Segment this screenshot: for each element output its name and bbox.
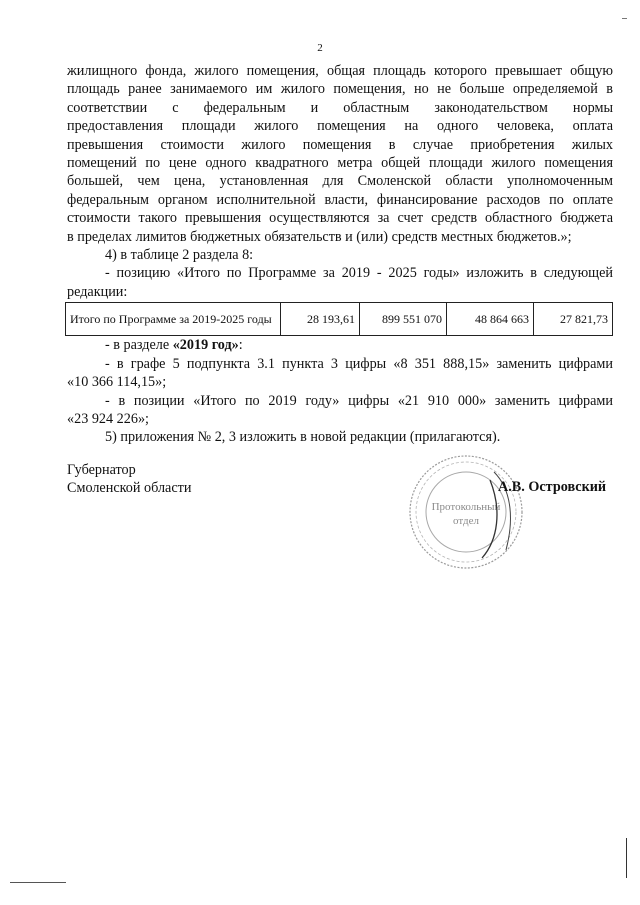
paragraph-line: стоимости такого превышения осуществляются за счет средств областного бюджета bbox=[67, 210, 613, 227]
paragraph-line: большей, чем цена, установленная для Смоленской области уполномоченным bbox=[67, 173, 613, 190]
paragraph-line: жилищного фонда, жилого помещения, общая площадь которого превышает общую bbox=[67, 63, 613, 79]
signature-title-line: Губернатор bbox=[67, 462, 136, 478]
stamp-text: отдел bbox=[453, 515, 479, 527]
item-total-line: - в позиции «Итого по 2019 году» цифры «21 910 000» заменить цифрами bbox=[105, 392, 613, 409]
section-prefix: - в разделе bbox=[105, 337, 173, 354]
section-line bbox=[67, 336, 613, 354]
paragraph-line: площадь ранее занимаемого им жилого помещения, но не больше определяемой в bbox=[67, 81, 613, 98]
position-line: редакции: bbox=[67, 283, 128, 300]
scan-edge-mark bbox=[626, 838, 627, 878]
totals-table bbox=[65, 302, 613, 336]
table-cell: 27 821,73 bbox=[534, 303, 613, 336]
official-stamp bbox=[402, 450, 542, 580]
paragraph-line: соответствии с федеральным и областным законодательством нормы bbox=[67, 99, 613, 116]
signature-title bbox=[67, 461, 191, 498]
document-body bbox=[67, 62, 613, 447]
table-row bbox=[66, 303, 613, 336]
position-line: - позицию «Итого по Программе за 2019 - 2025 годы» изложить в следующей bbox=[105, 265, 613, 282]
paragraph-line: федеральным органом исполнительной власти, финансирование расходов по оплате bbox=[67, 191, 613, 208]
item-4: 4) в таблице 2 раздела 8: bbox=[105, 247, 254, 264]
paragraph-line: предоставления площади жилого помещения на одного человека, оплата bbox=[67, 118, 613, 135]
table-cell: 899 551 070 bbox=[360, 303, 447, 336]
table-label-cell: Итого по Программе за 2019-2025 годы bbox=[66, 303, 281, 336]
section-suffix: : bbox=[238, 337, 243, 354]
item-total-line: «23 924 226»; bbox=[67, 410, 149, 427]
item-graf-line: - в графе 5 подпункта 3.1 пункта 3 цифры «8 351 888,15» заменить цифрами bbox=[105, 355, 613, 372]
item-5: 5) приложения № 2, 3 изложить в новой редакции (прилагаются). bbox=[105, 429, 501, 446]
footer-rule bbox=[10, 882, 66, 883]
signature-name: А.В. Островский bbox=[498, 479, 607, 495]
signature-title-line: Смоленской области bbox=[67, 480, 192, 497]
page-number: 2 bbox=[317, 42, 323, 54]
paragraph-line: в пределах лимитов бюджетных обязательств и (или) средств местных бюджетов.»; bbox=[67, 228, 572, 245]
item-graf-line: «10 366 114,15»; bbox=[67, 374, 167, 391]
signature-scribble bbox=[482, 480, 497, 558]
stamp-text: Протокольный bbox=[431, 501, 501, 513]
paragraph-line: помещений по цене одного квадратного метра общей площади жилого помещения bbox=[67, 155, 613, 172]
scan-mark bbox=[622, 18, 627, 19]
table-cell: 28 193,61 bbox=[281, 303, 360, 336]
table-cell: 48 864 663 bbox=[447, 303, 534, 336]
section-name: «2019 год» bbox=[172, 337, 239, 354]
paragraph-line: превышения стоимости жилого помещения в случае приобретения жилых bbox=[67, 136, 613, 153]
